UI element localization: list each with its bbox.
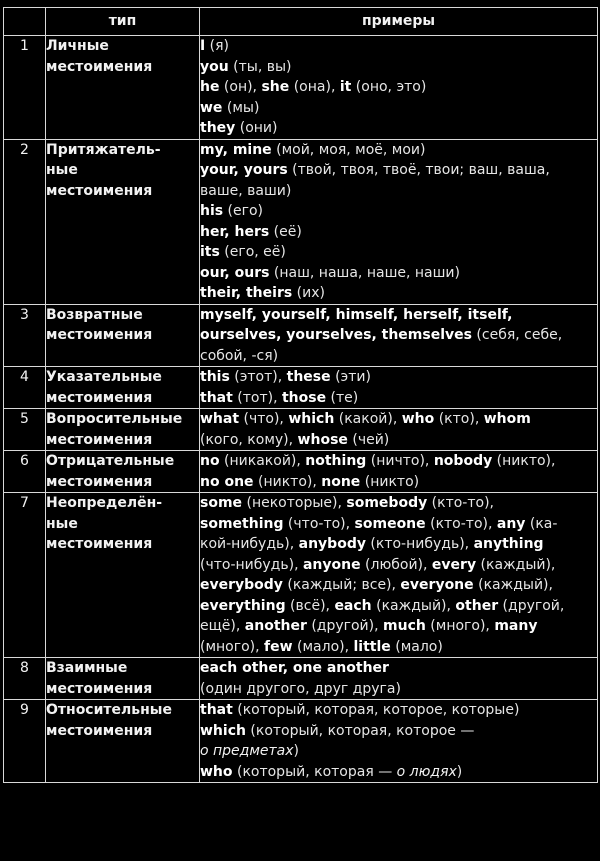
example-line (200, 36, 597, 57)
russian-translation: (который, которая — (232, 763, 397, 780)
pronoun-type-line: местоимения (46, 680, 153, 697)
russian-translation: (чей) (347, 431, 390, 448)
header-number-cell (4, 8, 46, 36)
russian-translation: (её) (269, 223, 302, 240)
examples-cell (200, 493, 598, 658)
russian-translation: (каждый), (371, 597, 456, 614)
examples-cell (200, 367, 598, 409)
pronoun-type-line: Взаимные (46, 660, 128, 676)
russian-translation: (мало), (292, 638, 354, 655)
english-pronoun: my, mine (200, 141, 272, 158)
usage-note: о предметах (200, 743, 294, 759)
english-pronoun: these (286, 369, 331, 385)
english-pronoun: that (200, 389, 233, 406)
russian-translation: (его, её) (219, 244, 286, 260)
russian-translation: (что), (239, 411, 289, 427)
header-type: тип (46, 8, 200, 36)
pronoun-type-line: Возвратные (46, 306, 143, 323)
row-number: 1 (4, 36, 46, 140)
english-pronoun: whom (483, 411, 531, 427)
russian-translation: (те) (326, 389, 359, 406)
table-row (4, 658, 598, 700)
english-pronoun: those (281, 389, 327, 406)
russian-translation: (этот), (229, 369, 287, 385)
russian-translation: (кто), (434, 411, 484, 427)
english-pronoun: his (200, 203, 224, 219)
russian-translation: (кого, кому), (200, 431, 298, 448)
russian-translation: (что-то), (283, 515, 355, 532)
example-line (200, 222, 597, 243)
example-line (200, 325, 597, 346)
example-line (200, 201, 597, 222)
english-pronoun: its (200, 244, 220, 260)
english-pronoun: much (383, 618, 426, 634)
russian-translation: (мой, моя, моё, мои) (271, 141, 426, 158)
pronoun-type (46, 700, 200, 783)
example-line (200, 160, 597, 181)
example-line (200, 409, 597, 430)
english-pronoun: anybody (298, 536, 366, 552)
russian-translation: (никто) (360, 473, 420, 490)
table-row (4, 493, 598, 658)
pronoun-type-line: Отрицательные (46, 453, 175, 469)
russian-translation: (каждый; все), (282, 577, 401, 593)
english-pronoun: none (321, 473, 361, 490)
pronoun-type-line: местоимения (46, 389, 153, 406)
russian-translation: собой, -ся) (200, 347, 279, 364)
english-pronoun: this (200, 369, 230, 385)
pronoun-type-line: местоимения (46, 473, 153, 490)
english-pronoun: every (431, 556, 477, 573)
pronoun-type (46, 409, 200, 451)
row-number: 2 (4, 139, 46, 304)
example-line (200, 140, 597, 161)
example-line (200, 242, 597, 263)
pronoun-type-line: местоимения (46, 431, 153, 448)
example-line (200, 741, 597, 762)
english-pronoun: somebody (346, 495, 428, 511)
english-pronoun: it (339, 79, 352, 95)
russian-translation: кой-нибудь), (200, 536, 299, 552)
english-pronoun: ourselves, yourselves, themselves (200, 327, 472, 343)
russian-translation: (я) (205, 38, 230, 54)
russian-translation: (который, которая, которое, которые) (232, 702, 520, 718)
examples-cell (200, 409, 598, 451)
english-pronoun: another (244, 618, 307, 634)
english-pronoun: any (496, 515, 526, 532)
russian-translation: (никто), (492, 453, 556, 469)
pronoun-type-line: Личные (46, 38, 109, 54)
example-line (200, 762, 597, 783)
pronoun-type (46, 139, 200, 304)
english-pronoun: she (261, 79, 290, 95)
english-pronoun: each other, one another (200, 660, 389, 676)
russian-translation: (кто-то), (427, 495, 494, 511)
english-pronoun: her, hers (200, 223, 270, 240)
row-number: 7 (4, 493, 46, 658)
examples-cell (200, 451, 598, 493)
russian-translation: (что-нибудь), (200, 556, 303, 573)
english-pronoun: whose (297, 431, 348, 448)
russian-translation: (кто-нибудь), (365, 536, 474, 552)
pronoun-type-line: Вопросительные (46, 411, 183, 427)
russian-translation: (некоторые), (242, 495, 347, 511)
pronoun-types-table (3, 7, 598, 783)
example-line (200, 430, 597, 451)
pronoun-type (46, 304, 200, 367)
row-number: 8 (4, 658, 46, 700)
russian-translation: (ка- (525, 515, 558, 532)
english-pronoun: what (200, 411, 240, 427)
examples-cell (200, 658, 598, 700)
example-line (200, 534, 597, 555)
russian-translation: (они) (235, 120, 278, 136)
row-number: 3 (4, 304, 46, 367)
english-pronoun: something (200, 515, 284, 532)
english-pronoun: they (200, 120, 236, 136)
russian-translation: (оно, это) (351, 79, 427, 95)
russian-translation: (наш, наша, наше, наши) (269, 264, 460, 281)
russian-translation: ещё), (200, 618, 245, 634)
example-line (200, 346, 597, 367)
english-pronoun: your, yours (200, 162, 288, 178)
russian-translation: (всё), (285, 597, 335, 614)
example-line (200, 596, 597, 617)
russian-translation: ) (293, 743, 300, 759)
example-line (200, 721, 597, 742)
example-line (200, 181, 597, 202)
russian-translation: (никто), (253, 473, 322, 490)
table-row (4, 139, 598, 304)
russian-translation: (который, которая, которое — (245, 722, 475, 739)
table-row (4, 451, 598, 493)
russian-translation: (мало) (390, 638, 443, 655)
russian-translation: (твой, твоя, твоё, твои; ваш, ваша, (287, 162, 550, 178)
russian-translation: (его) (223, 203, 264, 219)
russian-translation: (ты, вы) (228, 58, 292, 75)
russian-translation: (ничто), (366, 453, 434, 469)
english-pronoun: which (200, 722, 246, 739)
russian-translation: (другой), (306, 618, 384, 634)
table-header-row (4, 8, 598, 36)
pronoun-type-line: Указательные (46, 369, 162, 385)
english-pronoun: no one (200, 473, 254, 490)
english-pronoun: anything (473, 536, 544, 552)
english-pronoun: that (200, 702, 233, 718)
english-pronoun: their, theirs (200, 285, 293, 301)
table-row (4, 409, 598, 451)
example-line (200, 637, 597, 658)
english-pronoun: which (288, 411, 335, 427)
pronoun-type (46, 367, 200, 409)
russian-translation: ) (456, 763, 463, 780)
russian-translation: (каждый), (473, 577, 553, 593)
example-line (200, 98, 597, 119)
russian-translation: (много), (200, 638, 265, 655)
russian-translation: (их) (292, 285, 325, 301)
pronoun-type (46, 36, 200, 140)
example-line (200, 263, 597, 284)
pronoun-type-line: ные (46, 515, 78, 532)
example-line (200, 679, 597, 700)
example-line (200, 493, 597, 514)
examples-cell (200, 700, 598, 783)
pronoun-type-line: Неопределён- (46, 495, 163, 511)
russian-translation: (любой), (360, 556, 432, 573)
english-pronoun: nobody (433, 453, 493, 469)
english-pronoun: little (353, 638, 391, 655)
english-pronoun: each (334, 597, 372, 614)
russian-translation: (никакой), (219, 453, 306, 469)
russian-translation: ваше, ваши) (200, 182, 292, 199)
english-pronoun: our, ours (200, 264, 270, 281)
row-number: 4 (4, 367, 46, 409)
pronoun-type-line: Притяжатель- (46, 141, 161, 158)
example-line (200, 555, 597, 576)
example-line (200, 367, 597, 388)
english-pronoun: some (200, 495, 243, 511)
english-pronoun: everybody (200, 577, 283, 593)
example-line (200, 700, 597, 721)
english-pronoun: someone (354, 515, 426, 532)
russian-translation: (каждый), (476, 556, 556, 573)
table-body (4, 36, 598, 783)
english-pronoun: we (200, 99, 223, 116)
english-pronoun: you (200, 58, 229, 75)
english-pronoun: everything (200, 597, 286, 614)
example-line (200, 77, 597, 98)
russian-translation: (он), (219, 79, 262, 95)
russian-translation: (кто-то), (425, 515, 497, 532)
english-pronoun: who (401, 411, 435, 427)
russian-translation: (мы) (222, 99, 260, 116)
row-number: 5 (4, 409, 46, 451)
usage-note: о людях (396, 763, 457, 780)
table-row (4, 304, 598, 367)
example-line (200, 451, 597, 472)
example-line (200, 616, 597, 637)
english-pronoun: no (200, 453, 220, 469)
example-line (200, 305, 597, 326)
examples-cell (200, 36, 598, 140)
table-row (4, 700, 598, 783)
russian-translation: (она), (289, 79, 340, 95)
english-pronoun: other (455, 597, 499, 614)
pronoun-type-line: местоимения (46, 58, 153, 75)
english-pronoun: he (200, 79, 220, 95)
example-line (200, 472, 597, 493)
russian-translation: (много), (425, 618, 495, 634)
row-number: 9 (4, 700, 46, 783)
english-pronoun: anyone (302, 556, 361, 573)
examples-cell (200, 139, 598, 304)
row-number: 6 (4, 451, 46, 493)
pronoun-type-line: местоимения (46, 182, 153, 199)
example-line (200, 514, 597, 535)
english-pronoun: nothing (305, 453, 367, 469)
table-row (4, 367, 598, 409)
example-line (200, 57, 597, 78)
english-pronoun: myself, yourself, himself, herself, itself, (200, 306, 513, 323)
russian-translation: (один другого, друг друга) (200, 680, 401, 697)
examples-cell (200, 304, 598, 367)
example-line (200, 658, 597, 679)
russian-translation: (другой, (498, 597, 565, 614)
pronoun-type (46, 451, 200, 493)
pronoun-type-line: ные (46, 162, 78, 178)
header-examples: примеры (200, 8, 598, 36)
russian-translation: (какой), (334, 411, 402, 427)
pronoun-type (46, 658, 200, 700)
pronoun-type-line: местоимения (46, 327, 153, 343)
example-line (200, 283, 597, 304)
example-line (200, 118, 597, 139)
pronoun-type-line: Относительные (46, 702, 172, 718)
english-pronoun: everyone (400, 577, 474, 593)
pronoun-type (46, 493, 200, 658)
russian-translation: (эти) (330, 369, 371, 385)
russian-translation: (себя, себе, (471, 327, 563, 343)
example-line (200, 575, 597, 596)
example-line (200, 388, 597, 409)
pronoun-type-line: местоимения (46, 536, 153, 552)
english-pronoun: few (264, 638, 293, 655)
pronoun-type-line: местоимения (46, 722, 153, 739)
english-pronoun: who (200, 763, 233, 780)
russian-translation: (тот), (232, 389, 282, 406)
english-pronoun: many (494, 618, 538, 634)
table-row (4, 36, 598, 140)
english-pronoun: I (200, 38, 206, 54)
